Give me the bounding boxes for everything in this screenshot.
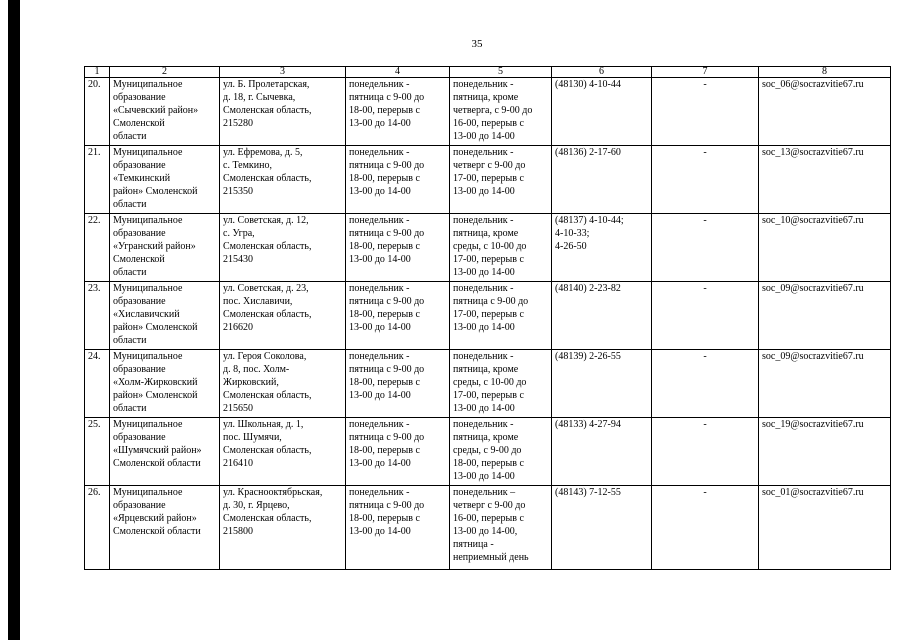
- office-address: ул. Советская, д. 12, с. Угра, Смоленская область, 215430: [220, 214, 346, 282]
- email-address: soc_09@socrazvitie67.ru: [759, 350, 891, 418]
- column-7-value: -: [652, 146, 759, 214]
- municipality-name: Муниципальное образование «Шумячский район» Смоленской области: [110, 418, 220, 486]
- phone-number: (48143) 7-12-55: [552, 486, 652, 570]
- column-header: 6: [552, 67, 652, 78]
- table-row: [85, 282, 891, 350]
- municipality-name: Муниципальное образование «Сычевский район» Смоленской области: [110, 78, 220, 146]
- phone-number: (48130) 4-10-44: [552, 78, 652, 146]
- email-address: soc_01@socrazvitie67.ru: [759, 486, 891, 570]
- office-address: ул. Краснооктябрьская, д. 30, г. Ярцево, Смоленская область, 215800: [220, 486, 346, 570]
- column-7-value: -: [652, 350, 759, 418]
- scan-edge-bar: [8, 0, 20, 640]
- page-number: 35: [471, 38, 483, 50]
- office-address: ул. Советская, д. 23, пос. Хиславичи, Смоленская область, 216620: [220, 282, 346, 350]
- column-header: 8: [759, 67, 891, 78]
- reception-hours: понедельник - пятница, кроме среды, с 10-00 до 17-00, перерыв с 13-00 до 14-00: [450, 214, 552, 282]
- reception-hours: понедельник – четверг с 9-00 до 16-00, перерыв с 13-00 до 14-00, пятница - неприемный день: [450, 486, 552, 570]
- column-7-value: -: [652, 418, 759, 486]
- email-address: soc_09@socrazvitie67.ru: [759, 282, 891, 350]
- column-header: 3: [220, 67, 346, 78]
- column-7-value: -: [652, 214, 759, 282]
- table-row: [85, 78, 891, 146]
- table-row: [85, 486, 891, 570]
- column-header: 2: [110, 67, 220, 78]
- municipality-name: Муниципальное образование «Темкинский район» Смоленской области: [110, 146, 220, 214]
- municipality-name: Муниципальное образование «Ярцевский район» Смоленской области: [110, 486, 220, 570]
- working-hours: понедельник - пятница с 9-00 до 18-00, перерыв с 13-00 до 14-00: [346, 418, 450, 486]
- municipality-name: Муниципальное образование «Хиславичский район» Смоленской области: [110, 282, 220, 350]
- row-number: 26.: [85, 486, 110, 570]
- reception-hours: понедельник - пятница, кроме среды, с 10-00 до 17-00, перерыв с 13-00 до 14-00: [450, 350, 552, 418]
- row-number: 21.: [85, 146, 110, 214]
- column-number-row: [85, 67, 891, 78]
- table-row: [85, 418, 891, 486]
- email-address: soc_13@socrazvitie67.ru: [759, 146, 891, 214]
- phone-number: (48140) 2-23-82: [552, 282, 652, 350]
- column-header: 7: [652, 67, 759, 78]
- municipality-name: Муниципальное образование «Угранский район» Смоленской области: [110, 214, 220, 282]
- office-address: ул. Ефремова, д. 5, с. Темкино, Смоленская область, 215350: [220, 146, 346, 214]
- reception-hours: понедельник - пятница, кроме среды, с 9-00 до 18-00, перерыв с 13-00 до 14-00: [450, 418, 552, 486]
- working-hours: понедельник - пятница с 9-00 до 18-00, перерыв с 13-00 до 14-00: [346, 78, 450, 146]
- row-number: 22.: [85, 214, 110, 282]
- column-7-value: -: [652, 282, 759, 350]
- phone-number: (48139) 2-26-55: [552, 350, 652, 418]
- phone-number: (48136) 2-17-60: [552, 146, 652, 214]
- column-header: 5: [450, 67, 552, 78]
- email-address: soc_19@socrazvitie67.ru: [759, 418, 891, 486]
- municipal-offices-table: [84, 66, 891, 570]
- municipality-name: Муниципальное образование «Холм-Жирковский район» Смоленской области: [110, 350, 220, 418]
- column-7-value: -: [652, 486, 759, 570]
- table-row: [85, 214, 891, 282]
- working-hours: понедельник - пятница с 9-00 до 18-00, перерыв с 13-00 до 14-00: [346, 486, 450, 570]
- working-hours: понедельник - пятница с 9-00 до 18-00, перерыв с 13-00 до 14-00: [346, 350, 450, 418]
- reception-hours: понедельник - пятница, кроме четверга, с 9-00 до 16-00, перерыв с 13-00 до 14-00: [450, 78, 552, 146]
- email-address: soc_06@socrazvitie67.ru: [759, 78, 891, 146]
- working-hours: понедельник - пятница с 9-00 до 18-00, перерыв с 13-00 до 14-00: [346, 214, 450, 282]
- phone-number: (48133) 4-27-94: [552, 418, 652, 486]
- reception-hours: понедельник - пятница с 9-00 до 17-00, перерыв с 13-00 до 14-00: [450, 282, 552, 350]
- email-address: soc_10@socrazvitie67.ru: [759, 214, 891, 282]
- column-7-value: -: [652, 78, 759, 146]
- phone-number: (48137) 4-10-44; 4-10-33; 4-26-50: [552, 214, 652, 282]
- column-header: 4: [346, 67, 450, 78]
- row-number: 25.: [85, 418, 110, 486]
- office-address: ул. Б. Пролетарская, д. 18, г. Сычевка, Смоленская область, 215280: [220, 78, 346, 146]
- office-address: ул. Школьная, д. 1, пос. Шумячи, Смоленская область, 216410: [220, 418, 346, 486]
- table-row: [85, 350, 891, 418]
- row-number: 23.: [85, 282, 110, 350]
- working-hours: понедельник - пятница с 9-00 до 18-00, перерыв с 13-00 до 14-00: [346, 282, 450, 350]
- working-hours: понедельник - пятница с 9-00 до 18-00, перерыв с 13-00 до 14-00: [346, 146, 450, 214]
- column-header: 1: [85, 67, 110, 78]
- row-number: 20.: [85, 78, 110, 146]
- table-row: [85, 146, 891, 214]
- row-number: 24.: [85, 350, 110, 418]
- reception-hours: понедельник - четверг с 9-00 до 17-00, перерыв с 13-00 до 14-00: [450, 146, 552, 214]
- office-address: ул. Героя Соколова, д. 8, пос. Холм- Жирковский, Смоленская область, 215650: [220, 350, 346, 418]
